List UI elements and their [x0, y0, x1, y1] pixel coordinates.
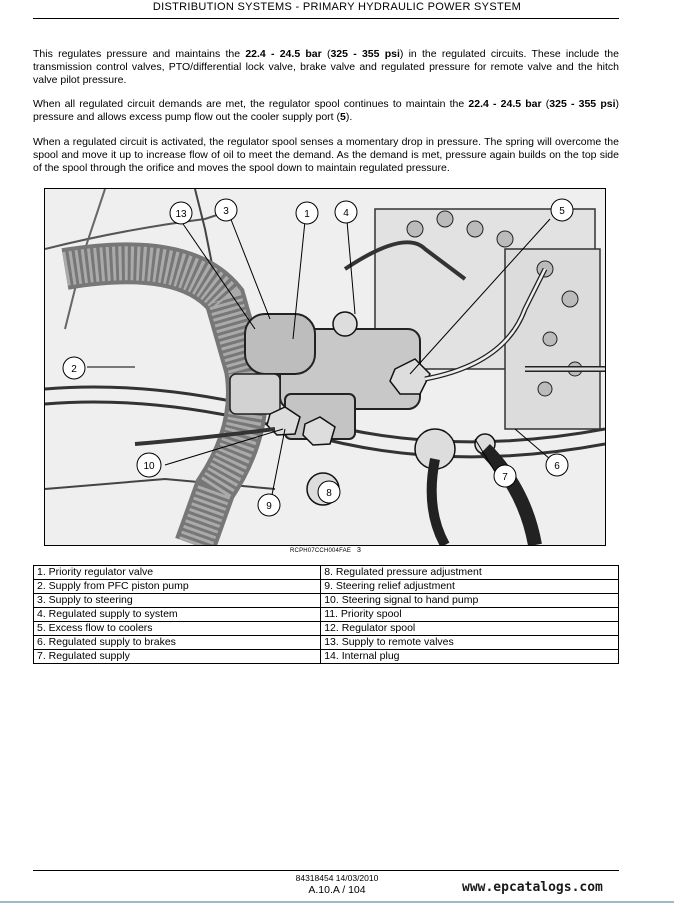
callout-4: 4: [343, 208, 349, 219]
legend-cell: 10. Steering signal to hand pump: [321, 594, 619, 608]
legend-table: [33, 565, 619, 664]
legend-cell: 1. Priority regulator valve: [34, 566, 321, 580]
header-rule: [33, 18, 619, 19]
p2-psi-range: 325 - 355 psi: [549, 98, 616, 110]
table-row: [34, 566, 619, 580]
p1-psi-range: 325 - 355 psi: [330, 48, 400, 60]
callout-6: 6: [554, 461, 560, 472]
table-row: [34, 650, 619, 664]
callout-5: 5: [559, 206, 565, 217]
table-row: [34, 622, 619, 636]
p2-text-a: When all regulated circuit demands are met, the regulator spool continues to maintain the: [33, 98, 469, 110]
figure-code: RCPH07CCH004FAE: [290, 548, 352, 554]
p2-text-e: ) pressure and allows excess pump flow out the cooler supply port (: [33, 98, 619, 123]
engine-illustration: [45, 189, 605, 545]
watermark-link[interactable]: www.epcatalogs.com: [462, 880, 603, 895]
p1-bar-range: 22.4 - 24.5 bar: [245, 48, 322, 60]
legend-cell: 11. Priority spool: [321, 608, 619, 622]
legend-cell: 7. Regulated supply: [34, 650, 321, 664]
p1-text-a: This regulates pressure and maintains the: [33, 48, 246, 60]
figure-number: 3: [357, 547, 361, 554]
legend-cell: 12. Regulator spool: [321, 622, 619, 636]
callout-10: 10: [143, 461, 155, 472]
legend-cell: 9. Steering relief adjustment: [321, 580, 619, 594]
legend-cell: 3. Supply to steering: [34, 594, 321, 608]
legend-cell: 14. Internal plug: [321, 650, 619, 664]
table-row: [34, 594, 619, 608]
page-header: DISTRIBUTION SYSTEMS - PRIMARY HYDRAULIC POWER SYSTEM: [152, 1, 522, 13]
callout-1: 1: [304, 209, 310, 220]
legend-cell: 8. Regulated pressure adjustment: [321, 566, 619, 580]
legend-cell: 4. Regulated supply to system: [34, 608, 321, 622]
legend-cell: 2. Supply from PFC piston pump: [34, 580, 321, 594]
table-row: [34, 580, 619, 594]
callout-9: 9: [266, 501, 272, 512]
hydraulic-valve-photo: [44, 188, 606, 546]
p2-text-g: ).: [345, 111, 353, 123]
table-row: [34, 608, 619, 622]
paragraph-regulated-pressure: [33, 48, 619, 87]
callout-8: 8: [326, 488, 332, 499]
bottom-accent-line: [0, 901, 674, 903]
paragraph-excess-flow: [33, 98, 619, 124]
callout-13: 13: [175, 209, 187, 220]
legend-cell: 6. Regulated supply to brakes: [34, 636, 321, 650]
footer-page-number: A.10.A / 104: [308, 884, 366, 896]
p1-text-c: (: [321, 48, 331, 60]
legend-cell: 13. Supply to remote valves: [321, 636, 619, 650]
callout-7: 7: [502, 472, 508, 483]
p2-port-number: 5: [340, 111, 346, 123]
callout-3: 3: [223, 206, 229, 217]
table-row: [34, 636, 619, 650]
footer-document-id: 84318454 14/03/2010: [295, 873, 379, 883]
p1-text-e: ) in the regulated circuits. These include the transmission control valves, PTO/differential lock valve, brake valve and regulated pressure for remote valve and the hitch valve pilot pressure.: [33, 48, 619, 86]
legend-cell: 5. Excess flow to coolers: [34, 622, 321, 636]
footer-rule: [33, 870, 619, 871]
p2-text-c: (: [541, 98, 550, 110]
callout-2: 2: [71, 364, 77, 375]
paragraph-regulated-circuit: When a regulated circuit is activated, the regulator spool senses a momentary drop in pressure. The spring will overcome the spool and move it up to increase flow of oil to meet the demand. As the demand is met, pressure again builds on the top side of the spool through the orifice and moves the spool down to maintain regulated pressure.: [33, 136, 619, 174]
p2-bar-range: 22.4 - 24.5 bar: [468, 98, 542, 110]
